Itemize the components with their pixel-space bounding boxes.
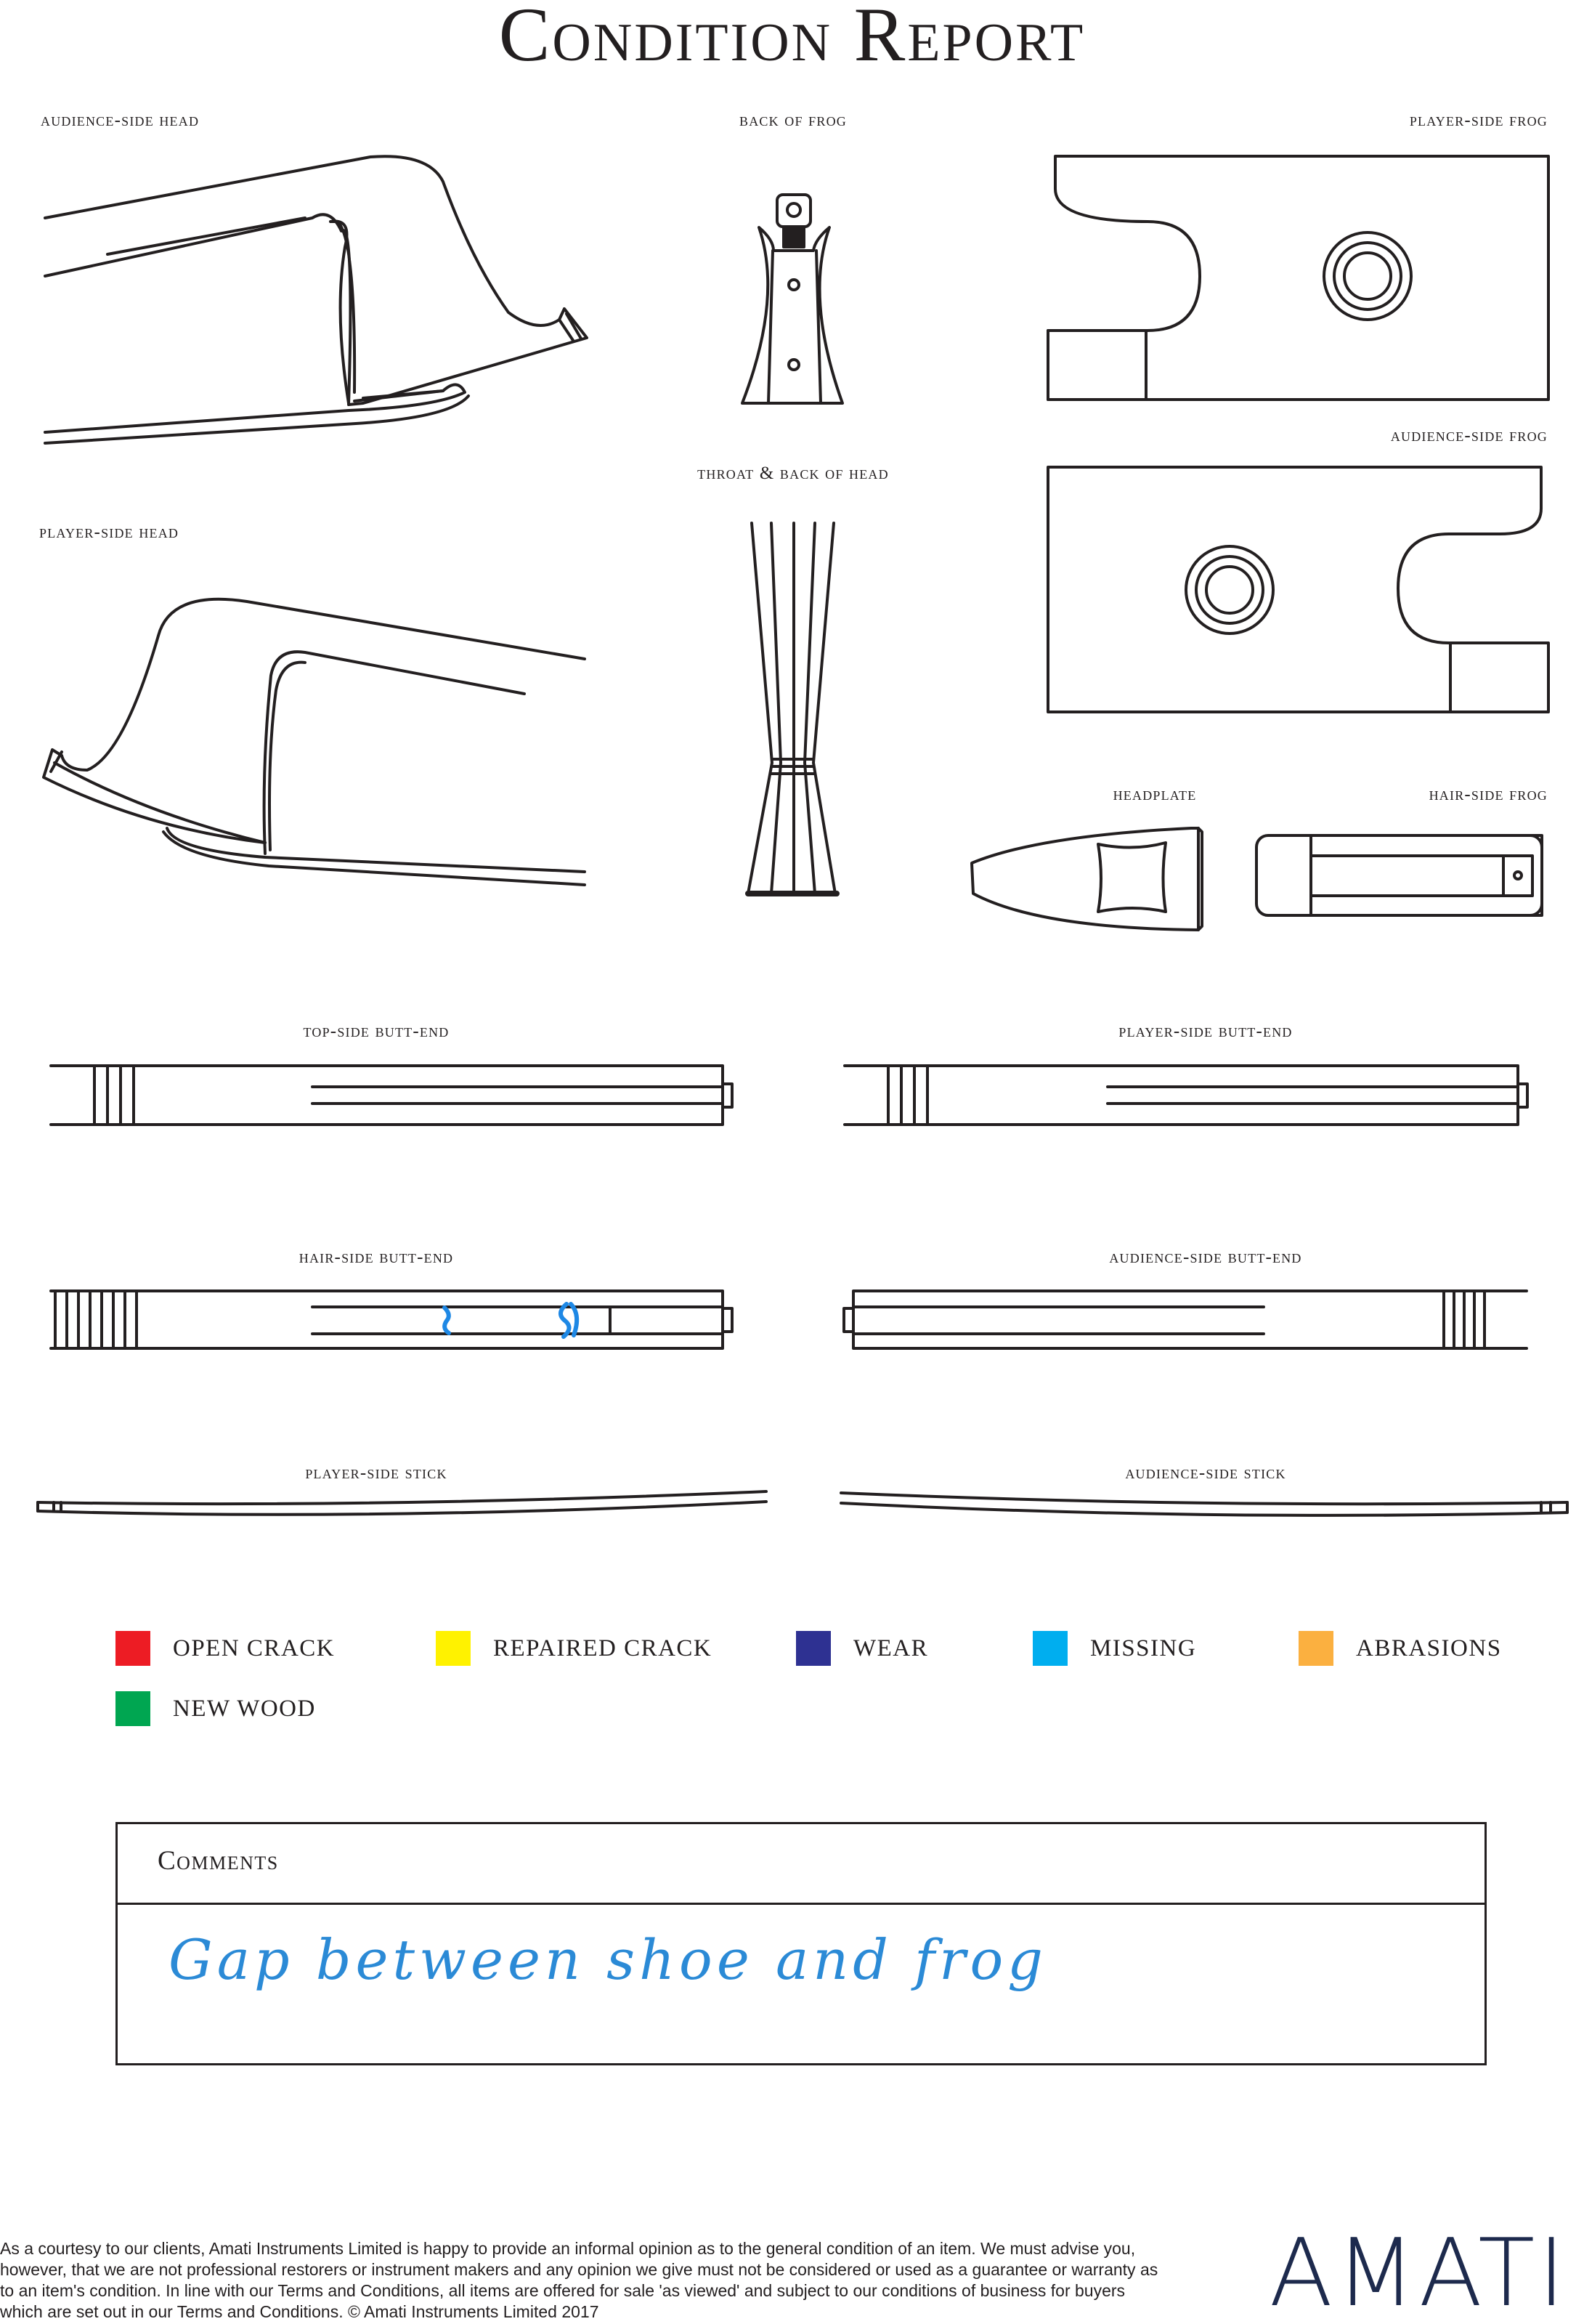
legend-label: ABRASIONS <box>1356 1635 1502 1661</box>
swatch-missing <box>1033 1631 1068 1666</box>
legend-label: MISSING <box>1090 1635 1197 1661</box>
legend-wear <box>796 1631 928 1666</box>
label-throat-back-of-head: throat & back of head <box>697 463 889 483</box>
comments-handwriting[interactable]: Gap between shoe and frog <box>168 1927 1047 1992</box>
swatch-abrasions <box>1299 1631 1333 1666</box>
legend-new-wood <box>115 1691 316 1726</box>
swatch-wear <box>796 1631 831 1666</box>
label-hair-side-frog: hair-side frog <box>1429 785 1548 804</box>
comments-header <box>118 1824 1485 1905</box>
label-audience-side-butt-end: audience-side butt-end <box>1109 1247 1302 1267</box>
amati-logo: AMATI <box>1269 2219 1568 2324</box>
comments-box <box>115 1822 1487 2065</box>
legend-label: REPAIRED CRACK <box>493 1635 712 1661</box>
label-top-side-butt-end: top-side butt-end <box>303 1021 450 1041</box>
player-side-frog-drawing[interactable] <box>1048 156 1548 400</box>
label-headplate: headplate <box>1113 785 1197 804</box>
swatch-repaired-crack <box>436 1631 471 1666</box>
top-side-butt-end-drawing[interactable] <box>51 1066 732 1125</box>
headplate-drawing[interactable] <box>972 828 1202 930</box>
swatch-new-wood <box>115 1691 150 1726</box>
player-side-stick-drawing[interactable] <box>38 1491 766 1515</box>
label-audience-side-head: audience-side head <box>41 110 200 130</box>
label-audience-side-stick: audience-side stick <box>1125 1463 1286 1483</box>
label-back-of-frog: back of frog <box>739 110 847 130</box>
throat-back-of-head-drawing[interactable] <box>748 523 837 894</box>
legend-label: OPEN CRACK <box>173 1635 336 1661</box>
audience-side-head-drawing[interactable] <box>45 156 587 443</box>
label-player-side-stick: player-side stick <box>305 1463 447 1483</box>
legend-label: WEAR <box>853 1635 929 1661</box>
legend-abrasions <box>1299 1631 1502 1666</box>
audience-side-frog-drawing[interactable] <box>1048 467 1548 712</box>
swatch-open-crack <box>115 1631 150 1666</box>
label-hair-side-butt-end: hair-side butt-end <box>298 1247 454 1267</box>
hair-side-frog-drawing[interactable] <box>1256 835 1542 915</box>
legend-repaired-crack <box>436 1631 712 1666</box>
back-of-frog-drawing[interactable] <box>742 195 842 403</box>
label-audience-side-frog: audience-side frog <box>1390 426 1548 445</box>
page-title: Condition Report <box>498 0 1086 77</box>
player-side-head-drawing[interactable] <box>44 599 585 885</box>
player-side-butt-end-drawing[interactable] <box>845 1066 1527 1125</box>
legend-label: NEW WOOD <box>173 1695 316 1722</box>
comments-title: Comments <box>158 1846 279 1876</box>
audience-side-butt-end-drawing[interactable] <box>844 1291 1527 1348</box>
audience-side-stick-drawing[interactable] <box>841 1493 1567 1515</box>
hair-side-butt-end-drawing[interactable] <box>51 1291 732 1348</box>
legend-missing <box>1033 1631 1196 1666</box>
disclaimer-text: As a courtesy to our clients, Amati Instruments Limited is happy to provide an informal opinion as to the general condition of an item. We must advise you, however, that we are not professional restorers or instrument makers and any opinion we give must not be considered or used as a guarantee or warranty as to an item's condition. In line with our Terms and Conditions, all items are offered for sale 'as viewed' and subject to our conditions of business for buyers which are set out in our Terms and Conditions. © Amati Instruments Limited 2017 <box>0 2239 1158 2321</box>
label-player-side-frog: player-side frog <box>1409 110 1548 130</box>
label-player-side-butt-end: player-side butt-end <box>1118 1021 1293 1041</box>
legend-open-crack <box>115 1631 335 1666</box>
label-player-side-head: player-side head <box>39 522 179 542</box>
